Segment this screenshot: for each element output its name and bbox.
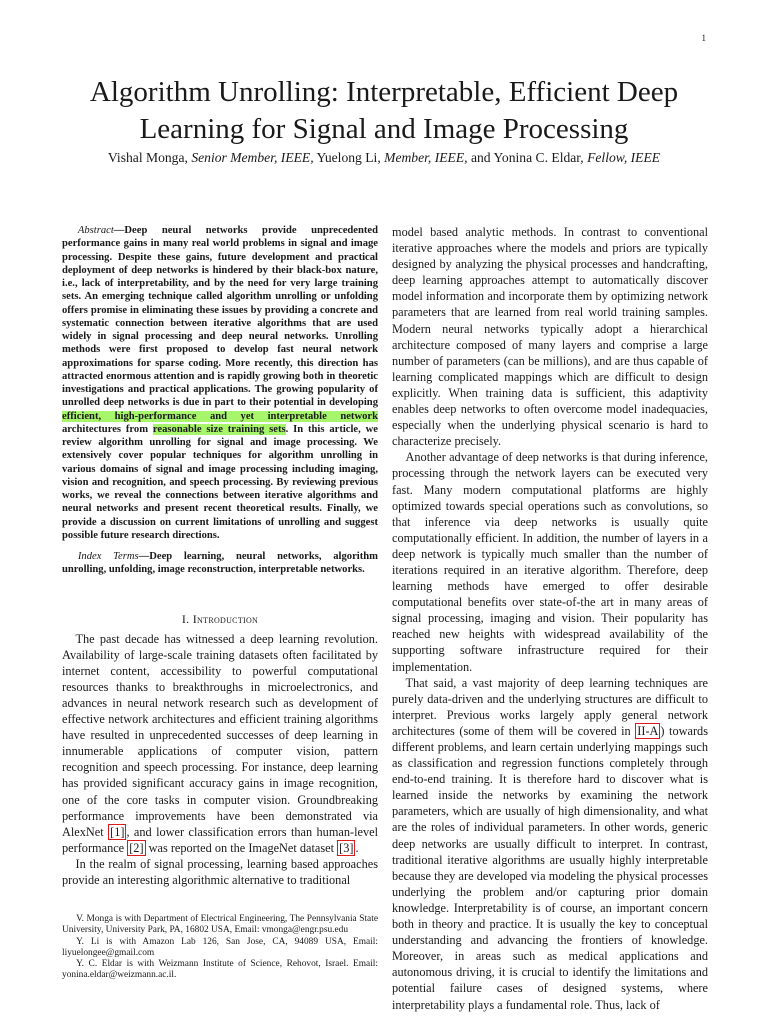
author-role: Member, IEEE, [384,150,468,165]
index-terms-lead: Index Terms [77,551,139,562]
footnote: V. Monga is with Department of Electrical Engineering, The Pennsylvania State University, University Park, PA, 16802 USA, Email: vmonga@engr.psu.edu [62,914,378,936]
right-column [392,224,708,1013]
footnote: Y. Li is with Amazon Lab 126, San Jose, CA, 94089 USA, Email: liyuelongee@gmail.com [62,936,378,958]
section-reference-link[interactable]: II-A [637,723,659,738]
author-name: Yonina C. Eldar, [493,150,588,165]
footnote: Y. C. Eldar is with Weizmann Institute of Science, Rehovot, Israel. Email: yonina.eldar@weizmann.ac.il. [62,958,378,981]
paper-title: Algorithm Unrolling: Interpretable, Efficient Deep Learning for Signal and Image Processing [89,76,679,145]
abstract-lead: Abstract [77,225,114,236]
highlighted-text: efficient, high-performance and yet interpretable network [62,410,378,422]
body-paragraph: model based analytic methods. In contrast to conventional iterative approaches where the models and priors are typically designed by analyzing the physical processes and handcrafting, deep learning approaches attempt to automatically discover model information and incorporate them by optimizing network parameters that are learned from real world training samples. Modern neural networks typically adopt a hierarchical architecture composed of many layers and comprise a large number of parameters (can be millions), and are thus capable of learning complicated mappings which are difficult to design explicitly. When training data is sufficient, this adaptivity enables deep networks to often overcome model inadequacies, especially when the underlying physical scenario is hard to characterize precisely. [392,225,708,449]
intro-paragraph: The past decade has witnessed a deep learning revolution. Availability of large-scale training datasets often facilitated by internet content, accessibility to powerful computational resources thanks to breakthroughs in microelectronics, and advances in neural network research such as development of effective network architectures and efficient training algorithms have resulted in unprecedented successes of deep learning in innumerable applications of computer vision, pattern recognition and speech processing. For instance, deep learning has provided significant accuracy gains in image recognition, one of the core tasks in computer vision. Groundbreaking performance improvements have been demonstrated via AlexNet [1] , and lower classification errors than human-level performance [2] was reported on the ImageNet dataset [3] . [62,631,378,855]
author-role: Senior Member, IEEE, [191,150,314,165]
author-name: Yuelong Li, [316,150,385,165]
author-name: Vishal Monga, [107,150,192,165]
citation-link[interactable]: [2] [129,840,144,855]
page-number: 1 [701,33,706,43]
author-list: Vishal Monga, Senior Member, IEEE, Yuelong Li, Member, IEEE, and Yonina C. Eldar, Fellow, IEEE [107,150,661,165]
section-heading: I. Introduction [181,611,259,626]
highlighted-text: reasonable size training sets [152,423,286,435]
body-paragraph: Another advantage of deep networks is that during inference, processing through the network layers can be executed very fast. Many modern computational platforms are highly optimized towards special operations such as convolutions, so that inference via deep networks is usually quite computationally efficient. In addition, the number of layers in a deep network is typically much smaller than the number of iterations required in an iterative algorithm. Therefore, deep learning methods have emerged to offer desirable computational benefits over state-of-the art in many areas of signal processing, imaging and vision. Their popularity has reached new heights with widespread availability of the supporting software infrastructure required for their implementation. [392,450,708,674]
left-column [62,224,378,981]
body-paragraph: That said, a vast majority of deep learning techniques are purely data-driven and the underlying structures are difficult to interpret. Previous works largely apply general network architectures (some of them will be covered in II-A ) towards different problems, and learn certain underlying mappings such as classification and regression functions completely through end-to-end training. It is therefore hard to discover what is learned inside the networks by examining the network parameters, which are usually of high dimensionality, and what are the roles of individual parameters. In other words, generic deep networks are usually difficult to interpret. In contrast, traditional iterative algorithms are usually highly interpretable because they are developed via modeling the physical processes underlying the problem and/or capturing prior domain knowledge. Interpretability is of course, an important concern both in theory and practice. It is usually the key to conceptual understanding and advancing the frontiers of knowledge. Moreover, in areas such as medical applications and autonomous driving, it is crucial to identify the limitations and potential failure cases of designed systems, where interpretability plays a fundamental role. Thus, lack of [392,675,708,1012]
footnotes [62,914,378,981]
citation-link[interactable]: [1] [110,824,125,839]
index-terms: Index Terms—Deep learning, neural networks, algorithm unrolling, unfolding, image reconstruction, interpretable networks. [62,551,378,576]
citation-link[interactable]: [3] [339,840,354,855]
abstract: Abstract—Deep neural networks provide unprecedented performance gains in many real world problems in signal and image processing. Despite these gains, future development and practical deployment of deep networks is hindered by their black-box nature, i.e., lack of interpretability, and by the need for very large training sets. An emerging technique called algorithm unrolling or unfolding offers promise in eliminating these issues by providing a concrete and systematic connection between iterative algorithms that are used widely in signal processing and deep neural networks. Unrolling methods were first proposed to develop fast neural network approximations for sparse coding. More recently, this direction has attracted enormous attention and is rapidly growing both in theoretic investigations and practical applications. The growing popularity of unrolled deep networks is due in part to their potential in developing efficient, high-performance and yet interpretable network architectures from reasonable size training sets. In this article, we review algorithm unrolling for signal and image processing. We extensively cover popular techniques for algorithm unrolling in various domains of signal and image processing including imaging, vision and recognition, and speech processing. By reviewing previous works, we reveal the connections between iterative algorithms and neural networks and present recent theoretical results. Finally, we provide a discussion on current limitations of unrolling and suggest possible future research directions. [62,225,378,541]
intro-paragraph: In the realm of signal processing, learning based approaches provide an interesting algorithmic alternative to traditional [62,856,378,887]
author-role: Fellow, IEEE [587,150,661,165]
